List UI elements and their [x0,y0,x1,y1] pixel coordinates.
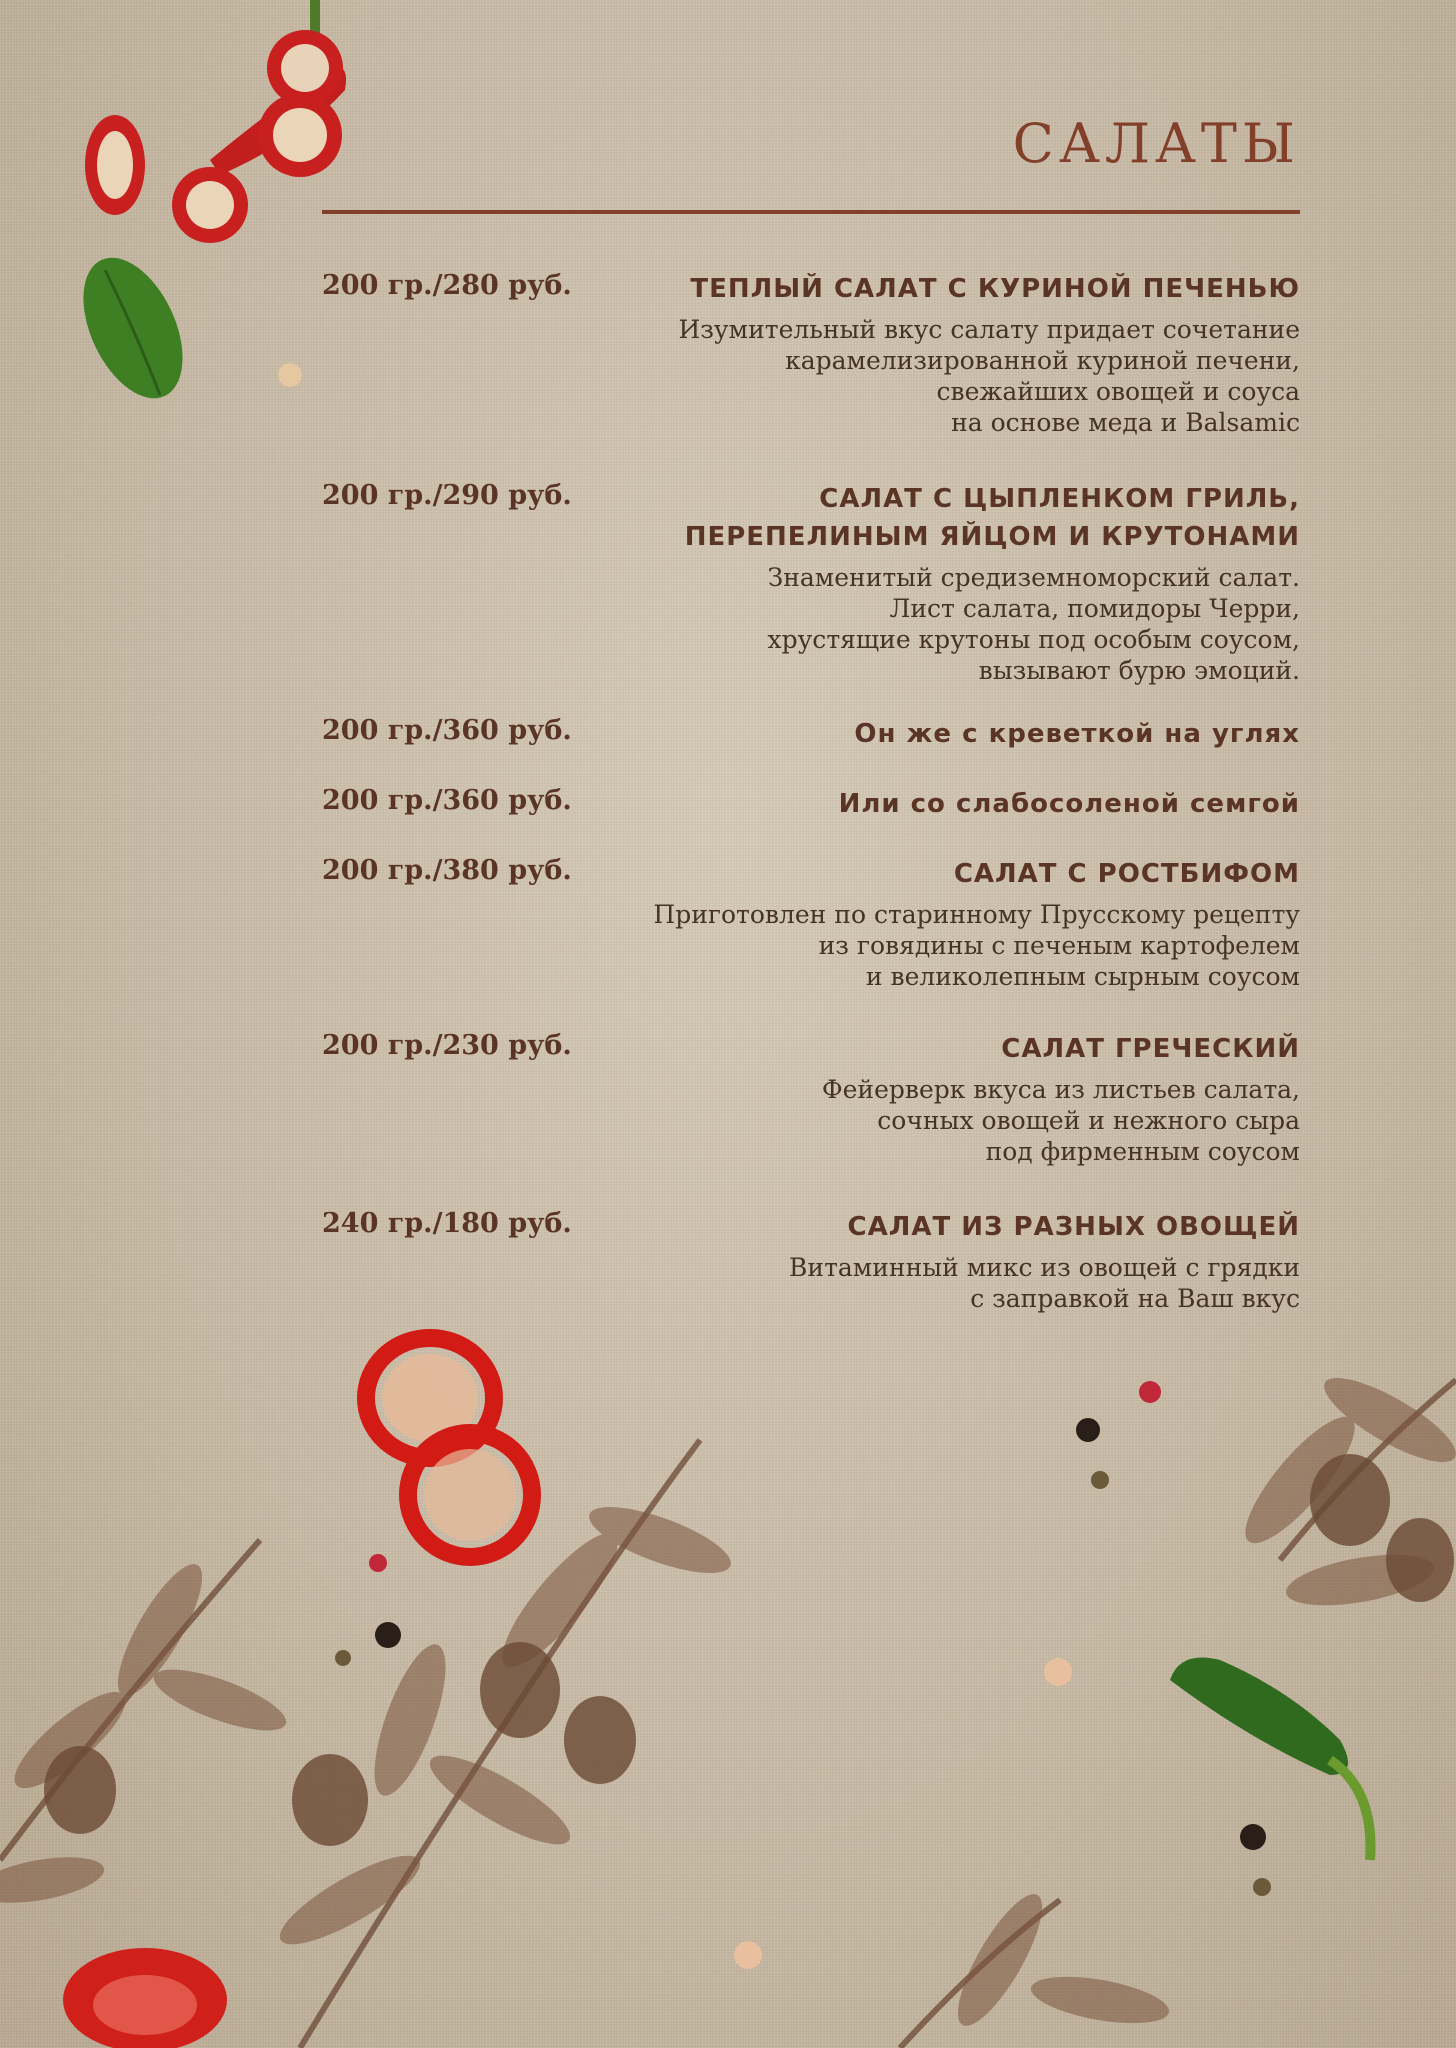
menu-item-description-line: из говядины с печеным картофелем [818,931,1300,960]
menu-item-price: 200 гр./230 руб. [322,1030,572,1061]
menu-item-description-line: Изумительный вкус салату придает сочетание [678,315,1300,344]
page-title: САЛАТЫ [1012,112,1300,175]
menu-item-name-line: САЛАТ ИЗ РАЗНЫХ ОВОЩЕЙ [847,1212,1300,1242]
menu-item-name-line: ТЕПЛЫЙ САЛАТ С КУРИНОЙ ПЕЧЕНЬЮ [690,274,1300,304]
menu-item-name-line: Он же с креветкой на углях [854,719,1300,749]
menu-item-price: 200 гр./360 руб. [322,785,572,816]
menu-item-description-line: под фирменным соусом [985,1137,1300,1166]
menu-item [322,715,1300,753]
menu-item-description [572,1074,1300,1167]
menu-item-description-line: Знаменитый средиземноморский салат. [767,563,1300,592]
menu-item-name [622,1208,1300,1246]
menu-item-description-line: Витаминный микс из овощей с грядки [789,1253,1300,1282]
menu-item-name [622,715,1300,753]
menu-item-price: 200 гр./290 руб. [322,480,572,511]
menu-item-description [572,1252,1300,1314]
menu-item-description-line: карамелизированной куриной печени, [785,346,1300,375]
menu-item-description [572,899,1300,992]
menu-item [322,1208,1300,1314]
menu-item-description-line: свежайших овощей и соуса [936,377,1300,406]
menu-item-name-line: САЛАТ С ЦЫПЛЕНКОМ ГРИЛЬ, [819,484,1300,514]
menu-item-name [622,1030,1300,1068]
menu-item-price: 240 гр./180 руб. [322,1208,572,1239]
menu-item-description-line: вызывают бурю эмоций. [978,656,1300,685]
title-divider [322,210,1300,214]
menu-item-description-line: хрустящие крутоны под особым соусом, [767,625,1300,654]
menu-item-description-line: Фейерверк вкуса из листьев салата, [821,1075,1300,1104]
menu-item-price: 200 гр./280 руб. [322,270,572,301]
menu-item [322,480,1300,686]
menu-item [322,270,1300,438]
menu-item [322,855,1300,992]
menu-item [322,1030,1300,1167]
menu-item-description-line: Лист салата, помидоры Черри, [889,594,1300,623]
menu-item-price: 200 гр./360 руб. [322,715,572,746]
menu-item-name [622,480,1300,556]
menu-item-description [572,314,1300,438]
menu-item-description-line: на основе меда и Balsamic [951,408,1300,437]
menu-item-name [622,270,1300,308]
menu-item-price: 200 гр./380 руб. [322,855,572,886]
menu-item-name-line: САЛАТ ГРЕЧЕСКИЙ [1001,1034,1300,1064]
menu-item-description-line: сочных овощей и нежного сыра [877,1106,1300,1135]
menu-item-description-line: с заправкой на Ваш вкус [970,1284,1300,1313]
menu-item-name-line: Или со слабосоленой семгой [838,789,1300,819]
menu-item-description-line: и великолепным сырным соусом [865,962,1300,991]
menu-item-description-line: Приготовлен по старинному Прусскому рецепту [653,900,1300,929]
menu-item-name-line: САЛАТ С РОСТБИФОМ [953,859,1300,889]
menu-item-name [622,855,1300,893]
menu-item-description [572,562,1300,686]
menu-item-name-line: ПЕРЕПЕЛИНЫМ ЯЙЦОМ И КРУТОНАМИ [684,522,1300,552]
menu-item-name [622,785,1300,823]
menu-item [322,785,1300,823]
